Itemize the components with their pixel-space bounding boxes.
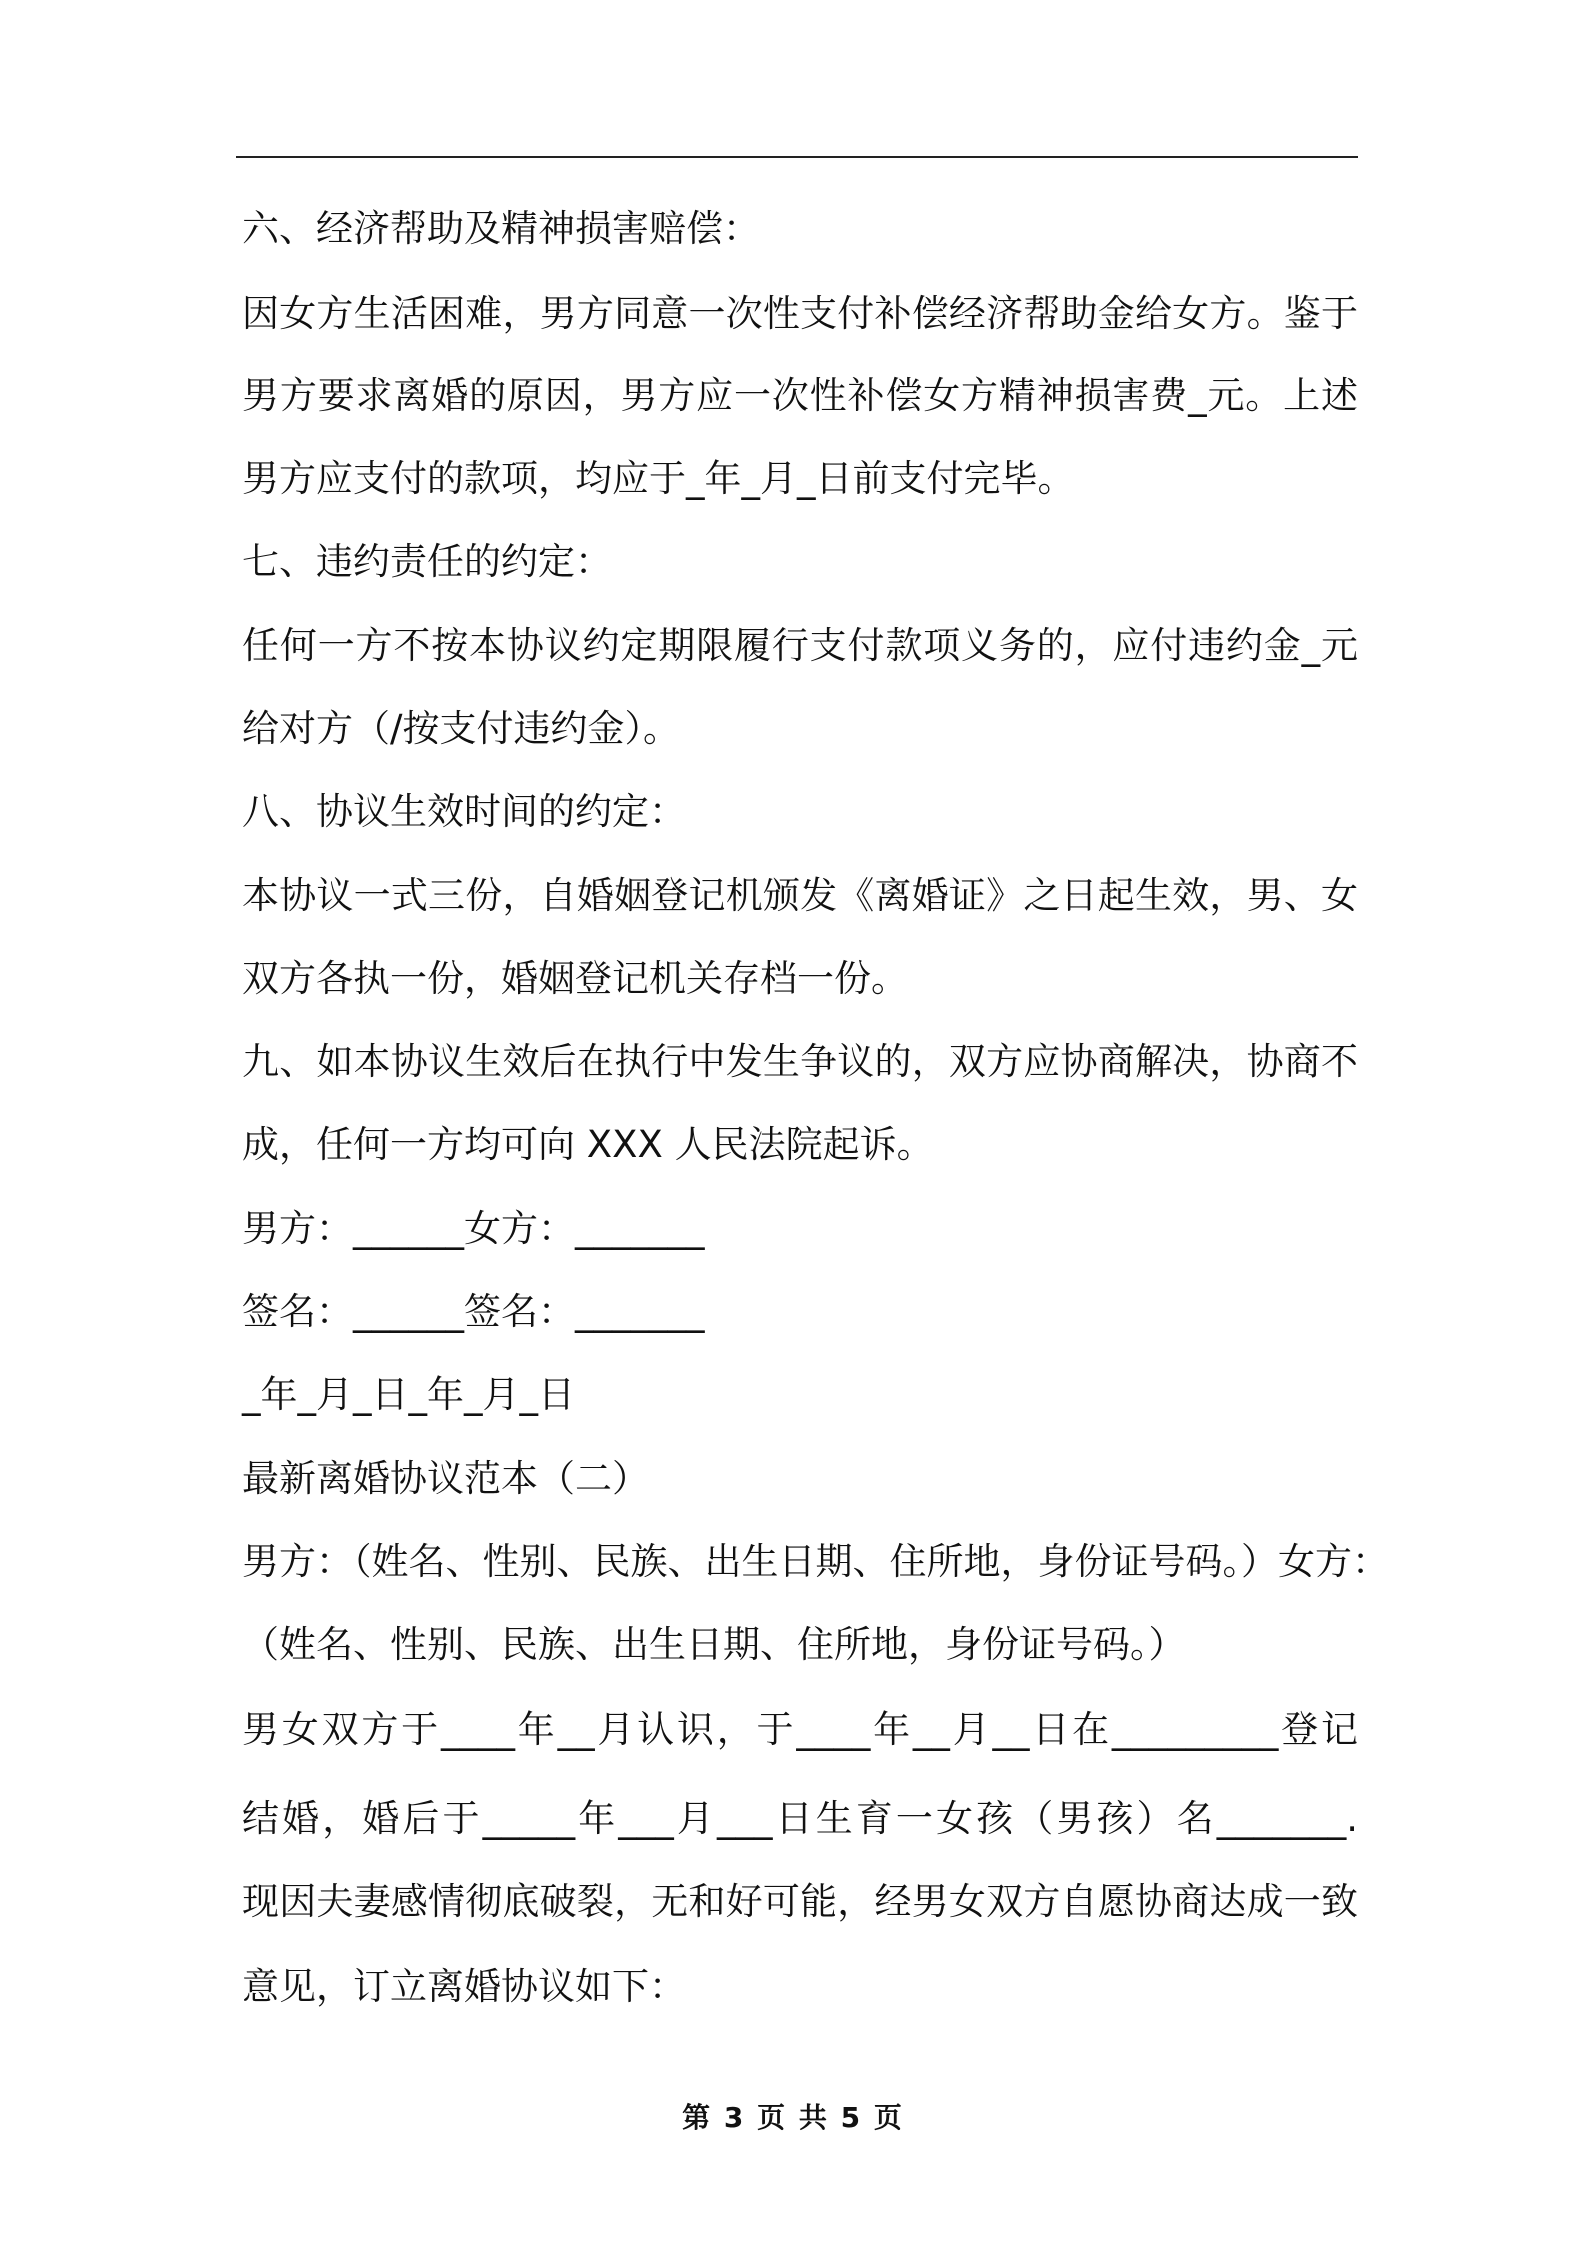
party-line: 男方：______女方：_______ (242, 1207, 705, 1250)
paragraph-line: 意见，订立离婚协议如下： (242, 1965, 686, 2008)
header-rule (236, 156, 1358, 158)
paragraph-line: 现因夫妻感情彻底破裂，无和好可能，经男女双方自愿协商达成一致 (242, 1880, 1358, 1923)
section-heading-9: 九、如本协议生效后在执行中发生争议的，双方应协商解决，协商不 (242, 1040, 1358, 1083)
date-line: _年_月_日_年_月_日 (242, 1373, 575, 1416)
section-heading-6: 六、经济帮助及精神损害赔偿： (242, 207, 760, 250)
paragraph-line: 男方应支付的款项，均应于_年_月_日前支付完毕。 (242, 457, 1075, 500)
paragraph-line: 因女方生活困难，男方同意一次性支付补偿经济帮助金给女方。鉴于 (242, 292, 1358, 335)
section-heading-8: 八、协议生效时间的约定： (242, 790, 686, 833)
signature-line: 签名：______签名：_______ (242, 1290, 705, 1333)
template-title: 最新离婚协议范本（二） (242, 1457, 649, 1500)
page-number: 第 3 页 共 5 页 (682, 2101, 904, 2134)
paragraph-line: （姓名、性别、民族、出生日期、住所地，身份证号码。） (242, 1623, 1186, 1666)
paragraph-line: 任何一方不按本协议约定期限履行支付款项义务的，应付违约金_元 (242, 624, 1358, 667)
paragraph-line: 给对方（/按支付违约金）。 (242, 707, 680, 750)
paragraph-line: 双方各执一份，婚姻登记机关存档一份。 (242, 957, 908, 1000)
paragraph-line: 男方：（姓名、性别、民族、出生日期、住所地，身份证号码。）女方： (242, 1540, 1389, 1583)
paragraph-line: 本协议一式三份，自婚姻登记机颁发《离婚证》之日起生效，男、女 (242, 874, 1358, 917)
paragraph-line: 成，任何一方均可向 XXX 人民法院起诉。 (242, 1123, 934, 1166)
paragraph-line: 男女双方于____年__月认识，于____年__月__日在_________登记 (242, 1708, 1358, 1751)
section-heading-7: 七、违约责任的约定： (242, 540, 612, 583)
paragraph-line: 结婚，婚后于_____年___月___日生育一女孩（男孩）名_______. (242, 1797, 1358, 1840)
paragraph-line: 男方要求离婚的原因，男方应一次性补偿女方精神损害费_元。上述 (242, 374, 1358, 417)
